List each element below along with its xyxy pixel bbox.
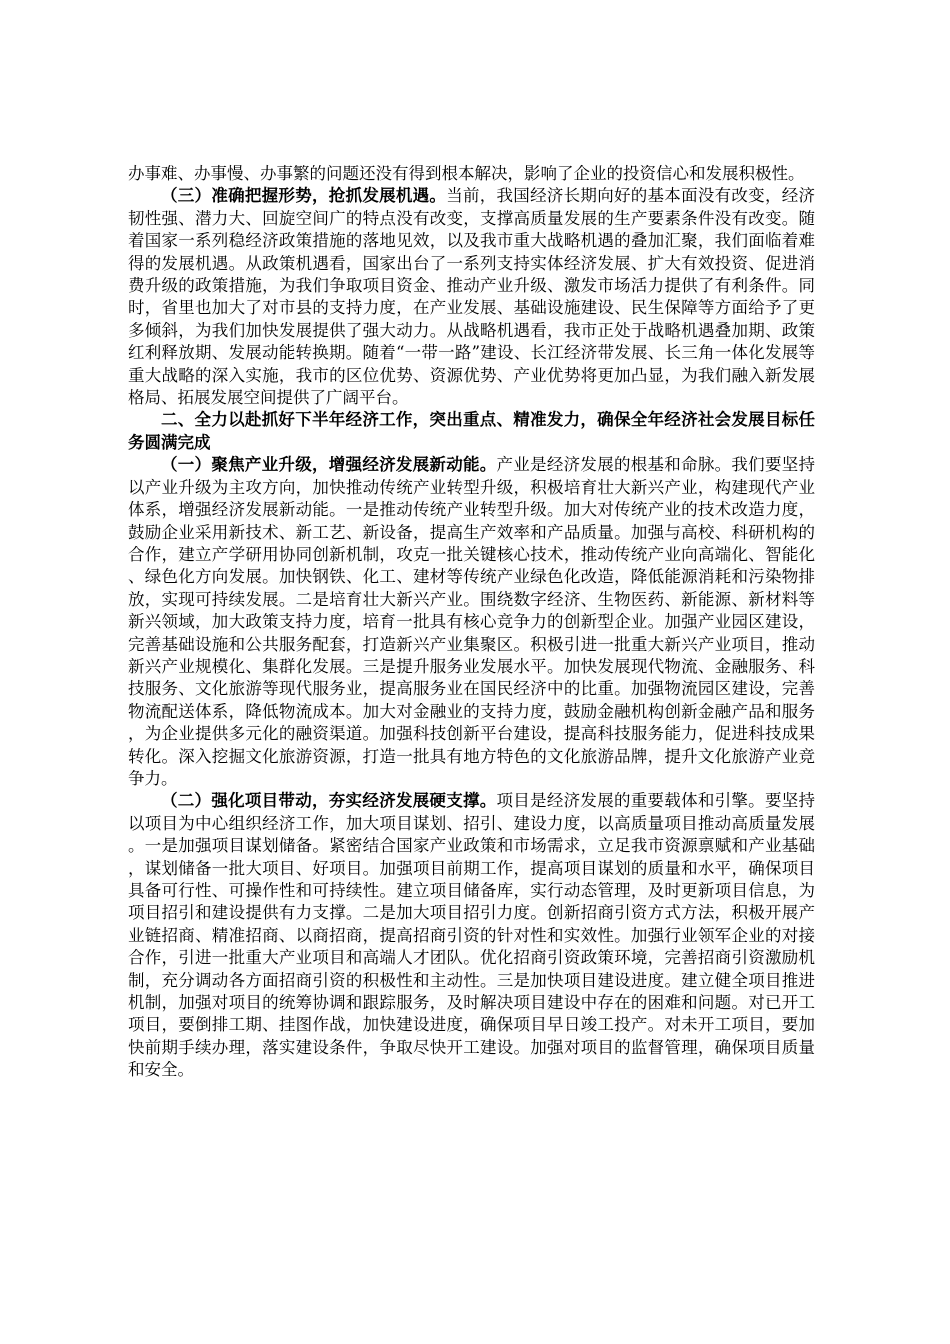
document-page	[128, 163, 815, 1082]
paragraph-project-driven	[128, 790, 815, 1081]
paragraph-lead-opportunities: （三）准确把握形势，抢抓发展机遇。	[161, 186, 447, 206]
paragraph-lead-industry-upgrade: （一）聚焦产业升级，增强经济发展新动能。	[161, 455, 497, 475]
paragraph-opportunities	[128, 185, 815, 409]
paragraph-body-project-driven: 项目是经济发展的重要载体和引擎。要坚持以项目为中心组织经济工作，加大项目谋划、招引、建设力度，以高质量项目推动高质量发展。一是加强项目谋划储备。紧密结合国家产业政策和市场需求，立足我市资源禀赋和产业基础，谋划储备一批大项目、好项目。加强项目前期工作，提高项目谋划的质量和水平，确保项目具备可行性、可操作性和可持续性。建立项目储备库，实行动态管理，及时更新项目信息，为项目招引和建设提供有力支撑。二是加大项目招引力度。创新招商引资方式方法，积极开展产业链招商、精准招商、以商招商，提高招商引资的针对性和实效性。加强行业领军企业的对接合作，引进一批重大产业项目和高端人才团队。优化招商引资政策环境，完善招商引资激励机制，充分调动各方面招商引资的积极性和主动性。三是加快项目建设进度。建立健全项目推进机制，加强对项目的统筹协调和跟踪服务，及时解决项目建设中存在的困难和问题。对已开工项目，要倒排工期、挂图作战，加快建设进度，确保项目早日竣工投产。对未开工项目，要加快前期手续办理，落实建设条件，争取尽快开工建设。加强对项目的监督管理，确保项目质量和安全。	[128, 791, 816, 1080]
paragraph-industry-upgrade	[128, 454, 815, 790]
paragraph-body-industry-upgrade: 产业是经济发展的根基和命脉。我们要坚持以产业升级为主攻方向，加快推动传统产业转型升级，积极培育壮大新兴产业，构建现代产业体系，增强经济发展新动能。一是推动传统产业转型升级。加大对传统产业的技术改造力度，鼓励企业采用新技术、新工艺、新设备，提高生产效率和产品质量。加强与高校、科研机构的合作，建立产学研用协同创新机制，攻克一批关键核心技术，推动传统产业向高端化、智能化、绿色化方向发展。加快钢铁、化工、建材等传统产业绿色化改造，降低能源消耗和污染物排放，实现可持续发展。二是培育壮大新兴产业。围绕数字经济、生物医药、新能源、新材料等新兴领域，加大政策支持力度，培育一批具有核心竞争力的创新型企业。加强产业园区建设，完善基础设施和公共服务配套，打造新兴产业集聚区。积极引进一批重大新兴产业项目，推动新兴产业规模化、集群化发展。三是提升服务业发展水平。加快发展现代物流、金融服务、科技服务、文化旅游等现代服务业，提高服务业在国民经济中的比重。加强物流园区建设，完善物流配送体系，降低物流成本。加大对金融业的支持力度，鼓励金融机构创新金融产品和服务，为企业提供多元化的融资渠道。加强科技创新平台建设，提高科技服务能力，促进科技成果转化。深入挖掘文化旅游资源，打造一批具有地方特色的文化旅游品牌，提升文化旅游产业竞争力。	[128, 455, 816, 788]
paragraph-body-opportunities: 当前，我国经济长期向好的基本面没有改变，经济韧性强、潜力大、回旋空间广的特点没有改变，支撑高质量发展的生产要素条件没有改变。随着国家一系列稳经济政策措施的落地见效，以及我市重大战略机遇的叠加汇聚，我们面临着难得的发展机遇。从政策机遇看，国家出台了一系列支持实体经济发展、扩大有效投资、促进消费升级的政策措施，为我们争取项目资金、推动产业升级、激发市场活力提供了有利条件。同时，省里也加大了对市县的支持力度，在产业发展、基础设施建设、民生保障等方面给予了更多倾斜，为我们加快发展提供了强大动力。从战略机遇看，我市正处于战略机遇叠加期、政策红利释放期、发展动能转换期。随着“一带一路”建设、长江经济带发展、长三角一体化发展等重大战略的深入实施，我市的区位优势、资源优势、产业优势将更加凸显，为我们融入新发展格局、拓展发展空间提供了广阔平台。	[128, 186, 816, 408]
section-heading-2: 二、全力以赴抓好下半年经济工作，突出重点、精准发力，确保全年经济社会发展目标任务圆满完成	[128, 410, 815, 452]
paragraph-continuation: 办事难、办事慢、办事繁的问题还没有得到根本解决，影响了企业的投资信心和发展积极性。	[128, 164, 805, 183]
paragraph-lead-project-driven: （二）强化项目带动，夯实经济发展硬支撑。	[161, 791, 497, 811]
